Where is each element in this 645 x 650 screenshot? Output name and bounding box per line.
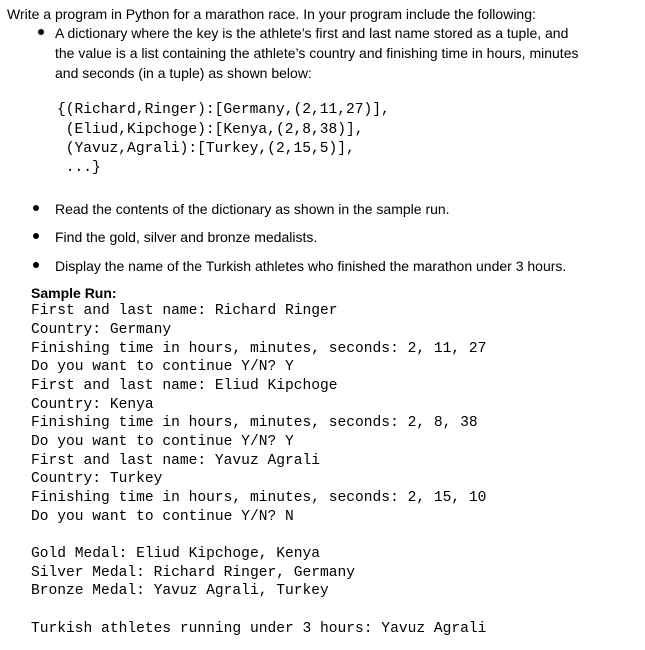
sample-run-line: Finishing time in hours, minutes, seconds: 2, 15, 10 — [31, 490, 487, 506]
sample-run-heading: Sample Run: — [31, 285, 117, 301]
bullet-1-line-2: the value is a list containing the athlete’s country and finishing time in hours, minutes — [55, 45, 579, 61]
sample-run-line: First and last name: Eliud Kipchoge — [31, 378, 338, 394]
bullet-2-text: Read the contents of the dictionary as shown in the sample run. — [55, 201, 450, 217]
code-example-line-2: (Eliud,Kipchoge):[Kenya,(2,8,38)], — [57, 122, 364, 138]
sample-run-line: Country: Germany — [31, 322, 172, 338]
bullet-icon — [33, 233, 39, 239]
code-example-line-4: ...} — [57, 160, 101, 176]
bronze-medal-line: Bronze Medal: Yavuz Agrali, Turkey — [31, 583, 329, 599]
sample-run-line: Finishing time in hours, minutes, seconds: 2, 8, 38 — [31, 415, 478, 431]
silver-medal-line: Silver Medal: Richard Ringer, Germany — [31, 565, 356, 581]
bullet-3-text: Find the gold, silver and bronze medalists. — [55, 229, 318, 245]
code-example-line-3: (Yavuz,Agrali):[Turkey,(2,15,5)], — [57, 141, 355, 157]
bullet-1-line-3: and seconds (in a tuple) as shown below: — [55, 65, 312, 81]
sample-run-line: Do you want to continue Y/N? Y — [31, 434, 294, 450]
sample-run-line: Country: Kenya — [31, 397, 154, 413]
gold-medal-line: Gold Medal: Eliud Kipchoge, Kenya — [31, 546, 321, 562]
bullet-1-line-1: A dictionary where the key is the athlete’s first and last name stored as a tuple, and — [55, 25, 569, 41]
bullet-icon — [33, 262, 39, 268]
turkish-athletes-line: Turkish athletes running under 3 hours: Yavuz Agrali — [31, 621, 487, 637]
sample-run-line: First and last name: Yavuz Agrali — [31, 453, 321, 469]
intro-text: Write a program in Python for a marathon race. In your program include the following: — [7, 6, 536, 22]
sample-run-line: Do you want to continue Y/N? Y — [31, 359, 294, 375]
sample-run-line: Do you want to continue Y/N? N — [31, 509, 294, 525]
bullet-icon — [33, 205, 39, 211]
sample-run-line: Finishing time in hours, minutes, seconds: 2, 11, 27 — [31, 341, 487, 357]
sample-run-line: Country: Turkey — [31, 471, 163, 487]
bullet-4-text: Display the name of the Turkish athletes who finished the marathon under 3 hours. — [55, 258, 567, 274]
code-example-line-1: {(Richard,Ringer):[Germany,(2,11,27)], — [57, 102, 390, 118]
bullet-icon — [38, 29, 44, 35]
sample-run-line: First and last name: Richard Ringer — [31, 303, 338, 319]
